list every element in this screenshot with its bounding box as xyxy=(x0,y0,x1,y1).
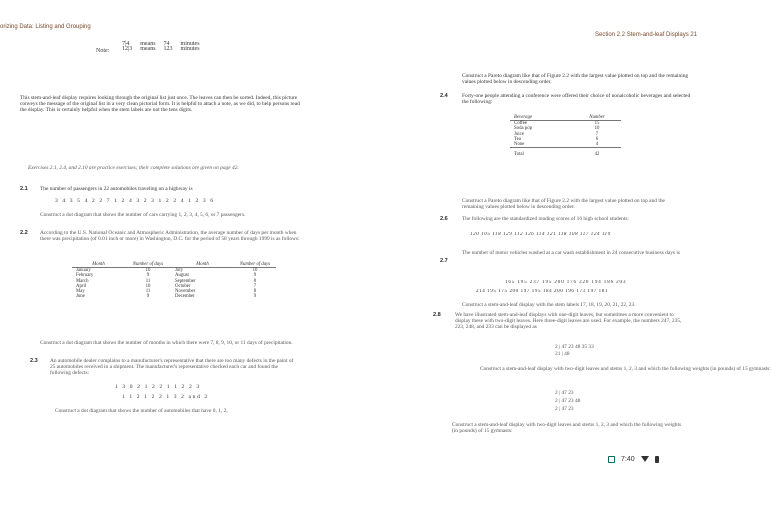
cell-days: 9 xyxy=(253,273,257,279)
stem-intro-text: Construct a stem-and-leaf display with two-digit leaves and stems 1, 2, 3 and which the following weights (in pounds) of 15 gymnasts: xyxy=(480,366,771,372)
exercise-2-5-text: Construct a Pareto diagram like that of Figure 2.2 with the largest value plotted on top and the remaining values plotted below in descending order. xyxy=(462,198,665,211)
cell-month: July xyxy=(175,268,183,274)
stem-example-2: 21 | 48 xyxy=(555,351,570,357)
col-month-1: Month xyxy=(92,262,105,267)
cell-days: 10 xyxy=(145,268,151,274)
cell-days: 10 xyxy=(145,283,151,289)
bottom-blank-area xyxy=(0,450,700,525)
exercise-2-3-text: An automobile dealer complains to a manufacturer's representative that there are too many defects in the paint of 25 automobiles received in a shipment. The manufacturer's representative checked each car and found the following defects: xyxy=(50,358,294,377)
cell-days: 7 xyxy=(253,283,257,289)
exercise-2-8-number: 2.8 xyxy=(433,312,441,318)
intro-paragraph: This stem-and-leaf display requires looking through the original list just once. The leaves can then be sorted. Indeed, this picture conveys the message of the original list in a very clean pictorial form. It is helpful to attach a note, as we did, to help persons read the display. This is certainly helpful when the stem labels are not the tens digits. xyxy=(20,95,300,114)
col-days-2: Number of days xyxy=(239,262,271,267)
cell-number: 7 xyxy=(595,131,599,137)
exercise-2-8-text: We have illustrated stem-and-leaf displays with one-digit leaves, but sometimes a more convenient to display these with two-digit leaves. Here three-digit leaves are used. For example, the numbers 247, 235, 223, 248, and 233 can be displayed as xyxy=(455,312,682,331)
cell-total-value: 42 xyxy=(594,152,600,158)
exercise-2-1-task: Construct a dot diagram that shows the number of cars carrying 1, 2, 3, 4, 5, 6, or 7 passengers. xyxy=(40,212,246,218)
note-value: 123 xyxy=(163,46,173,53)
exercises-note: Exercises 2.1, 2.4, and 2.10 are practice exercises; their complete solutions are given on page 42. xyxy=(28,165,239,171)
col-beverage: Beverage xyxy=(514,115,533,120)
stem-example-1: 2 | 47 23 48 35 33 xyxy=(555,344,594,350)
exercise-2-6-number: 2.6 xyxy=(440,216,448,222)
exercise-2-3-number: 2.3 xyxy=(30,358,38,364)
cell-month: February xyxy=(76,273,94,279)
note-means: means xyxy=(140,46,156,53)
running-header-left: orizing Data: Listing and Grouping xyxy=(0,24,91,30)
cell-month: December xyxy=(175,294,195,300)
table-total-row xyxy=(510,148,621,158)
cell-month: November xyxy=(175,289,196,295)
exercise-2-7-data-2: 214 195 175 200 197 195 184 200 196 173 197 181 xyxy=(476,289,608,294)
exercise-2-2-task: Construct a dot diagram that shows the number of months in which there were 7, 8, 9, 10, or 11 days of precipitation. xyxy=(40,340,293,346)
cell-month: May xyxy=(76,289,85,295)
cell-days: 11 xyxy=(145,278,151,284)
cell-beverage: Coffee xyxy=(514,121,527,127)
cell-month: October xyxy=(175,283,191,289)
exercise-2-2-number: 2.2 xyxy=(20,230,28,236)
running-header-right: Section 2.2 Stem-and-leaf Displays 21 xyxy=(595,32,698,38)
table-row xyxy=(72,294,276,299)
stem-example-5: 2 | 47 23 xyxy=(555,406,574,412)
cell-number: 6 xyxy=(595,136,599,142)
status-time: 7:40 xyxy=(621,455,635,463)
exercise-2-3-data-1: 1 3 0 2 1 2 2 1 1 2 2 3 xyxy=(115,384,201,390)
note-table xyxy=(118,42,204,52)
cell-month: June xyxy=(76,294,85,300)
stem-example-4: 2 | 47 23 48 xyxy=(555,398,581,404)
exercise-2-6-text: The following are the standardized reading scores of 16 high school students: xyxy=(462,216,629,222)
cell-number: 15 xyxy=(594,121,600,127)
stem-example-3: 2 | 47 23 xyxy=(555,390,574,396)
exercise-2-1-text: The number of passengers in 22 automobiles traveling on a highway is xyxy=(40,186,193,192)
exercise-2-1-data: 3 4 3 5 4 2 2 7 1 2 4 3 2 3 1 2 2 4 1 2 3 6 xyxy=(55,198,215,204)
note-stem: 7|4 xyxy=(122,41,130,47)
cell-month: April xyxy=(76,283,87,289)
cell-days: 10 xyxy=(252,268,258,274)
cell-days: 9 xyxy=(146,273,150,279)
col-days-1: Number of days xyxy=(132,262,164,267)
exercise-2-7-task: Construct a stem-and-leaf display with the stem labels 17, 18, 19, 20, 21, 22, 23. xyxy=(462,302,636,308)
cell-number: 10 xyxy=(594,126,600,132)
note-unit: minutes xyxy=(180,46,200,53)
cell-beverage: Tea xyxy=(514,136,521,142)
note-label: Note: xyxy=(96,48,110,54)
cell-month: March xyxy=(76,278,89,284)
exercise-2-4-prev-text: Construct a Pareto diagram like that of Figure 2.2 with the largest value plotted on top and the remaining values plotted below in descending order. xyxy=(462,73,689,86)
exercise-2-7-data-1: 165 195 237 195 200 176 220 194 186 203 xyxy=(505,280,627,285)
cell-beverage: Juice xyxy=(514,131,524,137)
col-number: Number xyxy=(589,115,605,120)
col-month-2: Month xyxy=(196,262,209,267)
note-stem: 12|3 xyxy=(122,46,133,53)
cell-days: 8 xyxy=(253,278,257,284)
exercise-2-7-number: 2.7 xyxy=(440,258,448,264)
note-row xyxy=(118,47,204,52)
exercise-2-6-data: 120 105 118 129 112 126 114 121 118 108 117 124 119 xyxy=(470,232,611,237)
status-bar xyxy=(608,452,688,466)
exercise-2-1-number: 2.1 xyxy=(20,186,28,192)
cell-number: 4 xyxy=(595,142,599,148)
precipitation-table xyxy=(72,262,276,299)
cell-days: 8 xyxy=(253,289,257,295)
beverage-table xyxy=(510,115,621,157)
cell-total-label: Total xyxy=(514,152,524,158)
cell-beverage: Soda pop xyxy=(514,126,532,132)
exercise-2-7-text: The number of motor vehicles washed at a car wash establishment in 24 consecutive business days is xyxy=(462,250,680,256)
exercise-2-2-text: According to the U.S. National Oceanic and Atmospheric Administration, the average number of days per month when there was precipitation (of 0.01 inch or more) in Washington, D.C. for the period of 58 years through 1999 is as follows: xyxy=(40,230,300,243)
exercise-2-3-task: Construct a dot diagram that shows the number of automobiles that have 0, 1, 2, xyxy=(55,408,228,414)
cell-days: 11 xyxy=(145,289,151,295)
cell-month: January xyxy=(76,268,91,274)
cell-month: August xyxy=(175,273,189,279)
cell-days: 9 xyxy=(146,294,150,300)
battery-icon xyxy=(655,456,659,463)
cell-days: 9 xyxy=(253,294,257,300)
exercise-2-4-number: 2.4 xyxy=(440,93,448,99)
note-value: 74 xyxy=(163,41,170,47)
cell-month: September xyxy=(175,278,196,284)
exercise-2-3-data-2: 1 1 2 1 2 2 1 3 2 and 2 xyxy=(122,394,209,400)
cell-beverage: None xyxy=(514,142,525,148)
exercise-2-9-text: Construct a stem-and-leaf display with two-digit leaves and stems 1, 2, 3 and which the following weights (in pounds) of 15 gymnasts: xyxy=(452,422,682,435)
note-means: means xyxy=(140,41,156,47)
exercise-2-4-text: Forty-one people attending a conference were offered their choice of nonalcoholic beverages and selected the following: xyxy=(462,93,691,106)
note-unit: minutes xyxy=(180,41,200,47)
screen-icon xyxy=(608,456,615,463)
wifi-icon xyxy=(641,456,649,462)
